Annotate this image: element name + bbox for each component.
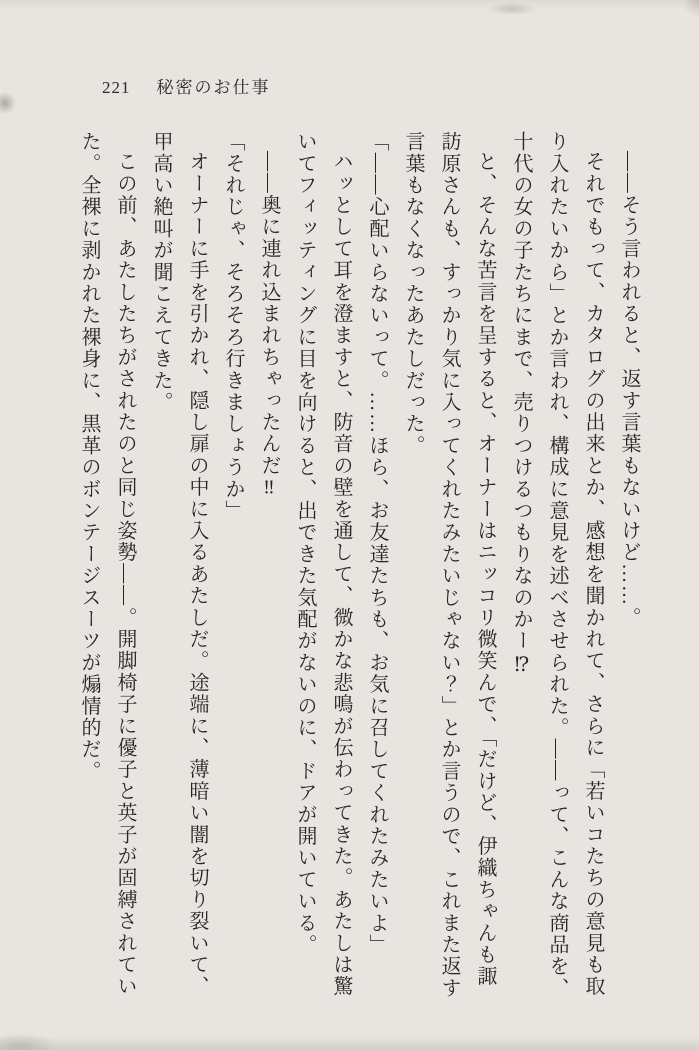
paragraph: 「それじゃ、そろそろ行きましょうか」	[222, 131, 244, 522]
paragraph: と、そんな苦言を呈すると、オーナーはニッコリ微笑んで、「だけど、伊織ちゃんも諏訪原さんも、すっかり気に入ってくれたみたいじゃない？」とか言うので、これまた返す言葉もなくなったあたしだった。	[402, 131, 496, 999]
paragraph: それでもって、カタログの出来とか、感想を聞かれて、さらに「若いコたちの意見も取り入れたいから」とか言われ、構成に意見を述べさせられた。――って、こんな商品を、十代の女の子たちにまで、売りつけるつもりなのかー⁉	[510, 131, 604, 999]
paragraph: ――奥に連れ込まれちゃったんだ‼	[258, 151, 280, 501]
running-head	[102, 73, 271, 98]
paragraph: ――そう言われると、返す言葉もないけど……。	[618, 151, 640, 629]
paragraph: この前、あたしたちがされたのと同じ姿勢――。開脚椅子に優子と英子が固縛されていた。全裸に剥かれた裸身に、黒革のボンテージスーツが煽情的だ。	[78, 131, 136, 998]
running-title: 秘密のお仕事	[156, 78, 271, 97]
page-number: 221	[102, 78, 131, 97]
paragraph: 「――心配いらないって。……ほら、お友達たちも、お気に召してくれたみたいよ」	[366, 131, 388, 956]
vertical-text-body	[47, 131, 647, 1003]
paragraph: ハッとして耳を澄ますと、防音の壁を通して、微かな悲鳴が伝わってきた。あたしは驚いてフィッティングに目を向けると、出できた気配がないのに、ドアが開いている。	[294, 131, 352, 998]
paragraph: オーナーに手を引かれ、隠し扉の中に入るあたしだ。途端に、薄暗い闇を切り裂いて、甲高い絶叫が聞こえてきた。	[150, 131, 208, 998]
